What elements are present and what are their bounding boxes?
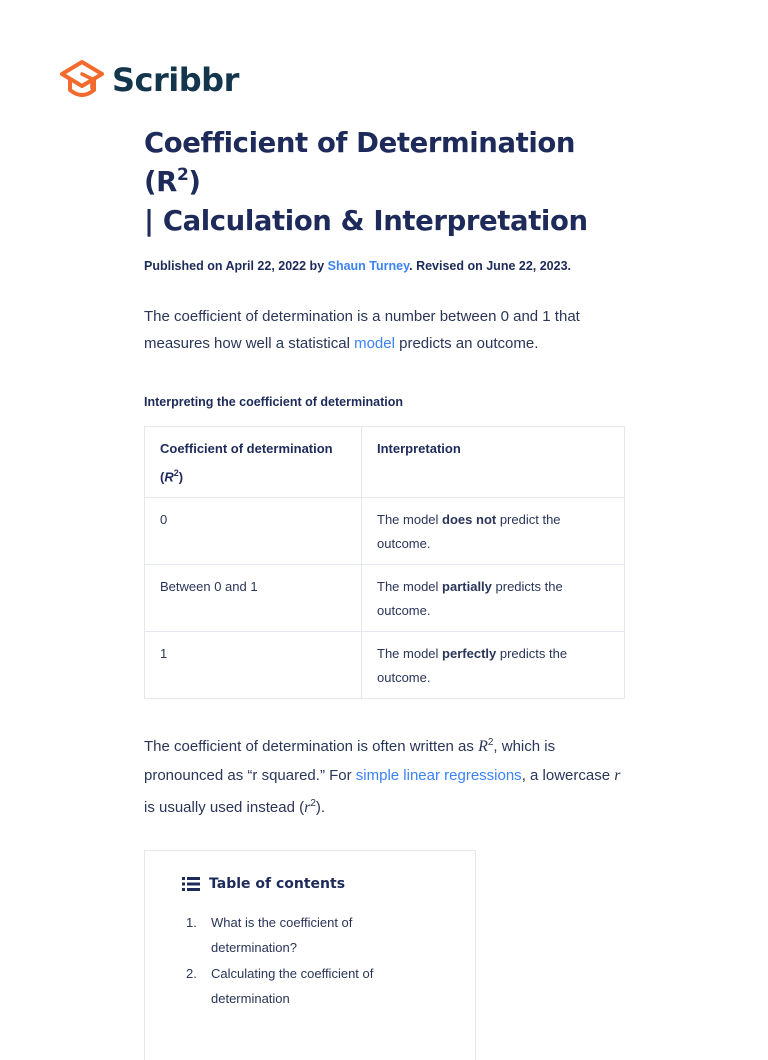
lead-text: The coefficient of determination is a number between 0 and 1 that measures how well a statistical [144, 308, 580, 352]
byline [144, 259, 626, 273]
variable-r: R [478, 738, 488, 756]
brand-name[interactable]: Scribbr [112, 61, 239, 99]
toc-item-link[interactable]: Calculating the coefficient of determination [211, 965, 374, 1007]
article [144, 124, 626, 1060]
title-text: Coefficient of Determination (R [144, 127, 576, 198]
simple-linear-regressions-link[interactable]: simple linear regressions [355, 766, 522, 784]
site-header [58, 58, 239, 102]
para-text: is usually used instead ( [144, 799, 305, 817]
cell-value: 0 [145, 498, 362, 565]
table-caption: Interpreting the coefficient of determination [144, 395, 404, 409]
cell-text: The model [377, 646, 443, 662]
cell-emphasis: does not [442, 512, 497, 528]
author-link[interactable]: Shaun Turney [327, 259, 410, 273]
toc-title: Table of contents [209, 875, 346, 892]
cell-text-end: predicts the outcome. [377, 579, 563, 619]
toc-item[interactable] [186, 961, 436, 1012]
header-text: Coefficient of determination ( [160, 441, 333, 485]
model-link[interactable]: model [354, 335, 395, 352]
para-text: ). [315, 799, 326, 817]
cell-emphasis: partially [442, 579, 492, 595]
para-text: The coefficient of determination is often written as [144, 738, 479, 756]
cell-text-end: predict the outcome. [377, 512, 561, 552]
table-row [145, 565, 625, 632]
cell-text: The model [377, 579, 443, 595]
cell-emphasis: perfectly [442, 646, 497, 662]
cell-text-end: predicts the outcome. [377, 646, 568, 686]
cell-value: Between 0 and 1 [145, 565, 362, 632]
table-header-row [145, 427, 625, 498]
superscript: 2 [487, 737, 494, 749]
page-title [144, 124, 626, 241]
table-of-contents [144, 850, 476, 1060]
interpretation-table [144, 426, 625, 699]
cell-interpretation [362, 565, 625, 632]
table-row [145, 632, 625, 699]
column-header-coefficient [145, 427, 362, 498]
header-text-end: ) [178, 469, 184, 485]
title-text-end: ) [188, 166, 201, 198]
toc-item-number: 1. [186, 914, 197, 930]
cell-interpretation [362, 632, 625, 699]
revised-date: . Revised on June 22, 2023. [409, 259, 572, 273]
variable-r-lower: r [614, 766, 621, 784]
variable-r-lower: r [304, 799, 311, 817]
title-superscript: 2 [176, 164, 189, 185]
table-row [145, 498, 625, 565]
lead-text-end: predicts an outcome. [394, 335, 539, 352]
body-paragraph [144, 729, 626, 823]
para-text: , which is pronounced as “r squared.” For [144, 738, 556, 784]
toc-item-link[interactable]: What is the coefficient of determination? [211, 914, 353, 956]
toc-list [186, 910, 436, 1012]
graduation-cap-logo-icon[interactable] [58, 58, 106, 102]
toc-item-number: 2. [186, 965, 197, 981]
list-icon [182, 877, 200, 891]
cell-value: 1 [145, 632, 362, 699]
superscript: 2 [310, 798, 316, 810]
cell-interpretation [362, 498, 625, 565]
toc-header [182, 876, 345, 892]
header-superscript: 2 [173, 468, 179, 478]
cell-text: The model [377, 512, 443, 528]
column-header-interpretation: Interpretation [362, 427, 625, 498]
lead-paragraph [144, 303, 626, 357]
header-variable: R [164, 469, 174, 485]
published-date: Published on April 22, 2022 by [144, 259, 328, 273]
para-text: , a lowercase [521, 766, 615, 784]
toc-item[interactable] [186, 910, 436, 961]
title-line2: | Calculation & Interpretation [144, 205, 588, 237]
